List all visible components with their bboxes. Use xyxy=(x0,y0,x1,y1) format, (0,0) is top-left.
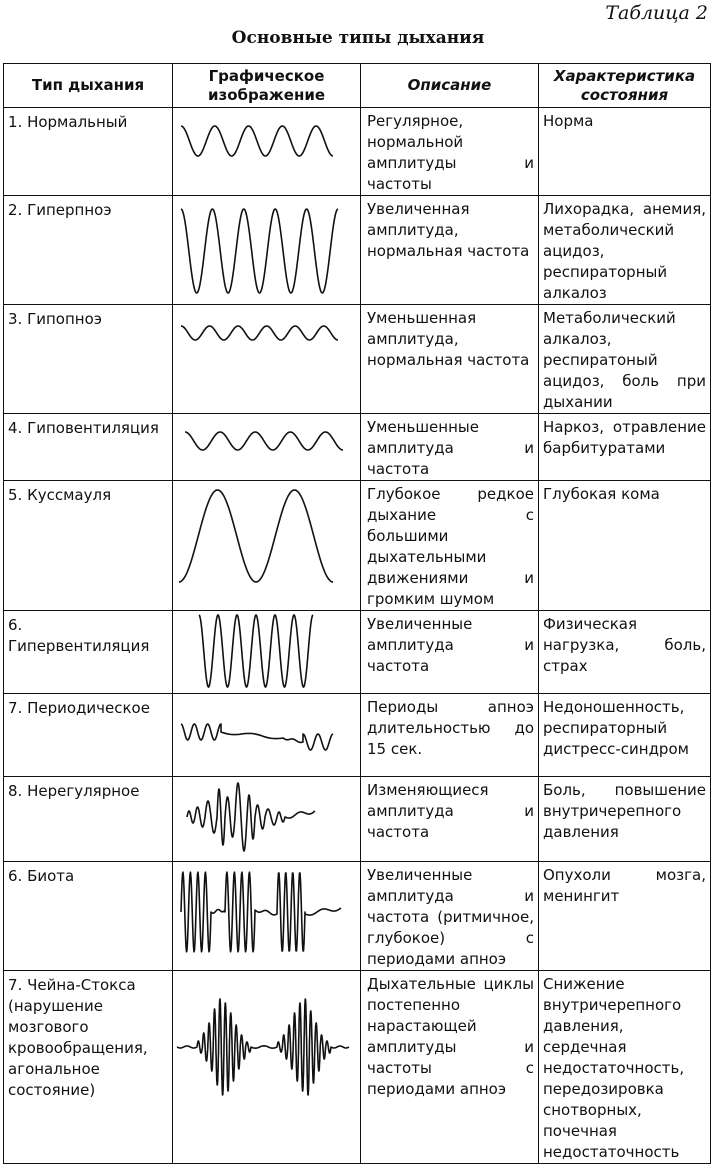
row-type-name: 8. Нерегулярное xyxy=(4,777,173,862)
row-type-name: 6. Биота xyxy=(4,862,173,971)
breathing-graph-hyperventilation xyxy=(173,611,361,694)
row-type-name: 1. Нормальный xyxy=(4,108,173,196)
breathing-types-table xyxy=(3,63,711,1164)
table-row-hyperventilation xyxy=(4,611,711,694)
waveform-hyperpnea-icon xyxy=(173,196,361,300)
column-header-type: Тип дыхания xyxy=(4,64,173,108)
table-row-periodic xyxy=(4,694,711,777)
row-description: Дыхательные циклы постепенно нарастающей амплитуды и частоты с периодами апноэ xyxy=(361,971,539,1164)
breathing-graph-kussmaul xyxy=(173,481,361,611)
row-type-name: 2. Гиперпноэ xyxy=(4,196,173,305)
row-type-name: 7. Чейна-Стокса (нарушение мозгового кровообращения, агональное состояние) xyxy=(4,971,173,1164)
row-type-name: 7. Периодическое xyxy=(4,694,173,777)
row-description: Изменяющиеся амплитуда и частота xyxy=(361,777,539,862)
table-header-row xyxy=(4,64,711,108)
table-title: Основные типы дыхания xyxy=(231,28,485,48)
column-header-description: Описание xyxy=(361,64,539,108)
column-header-graph: Графическое изображение xyxy=(173,64,361,108)
breathing-graph-periodic xyxy=(173,694,361,777)
row-type-name: 6. Гипервентиляция xyxy=(4,611,173,694)
row-state: Снижение внутричерепного давления, сердечная недостаточность, передозировка снотворных, почечная недостаточность xyxy=(539,971,711,1164)
waveform-cheyne-stokes-icon xyxy=(173,971,361,1117)
row-description: Глубокое редкое дыхание с большими дыхательными движениями и громким шумом xyxy=(361,481,539,611)
column-header-state: Характеристика состояния xyxy=(539,64,711,108)
breathing-graph-hyperpnea xyxy=(173,196,361,305)
row-type-name: 5. Куссмауля xyxy=(4,481,173,611)
row-state: Метаболический алкалоз, респиратоный ацидоз, боль при дыхании xyxy=(539,305,711,414)
breathing-graph-cheyne-stokes xyxy=(173,971,361,1164)
waveform-hypopnea-icon xyxy=(173,305,361,409)
waveform-hyperventilation-icon xyxy=(173,611,361,693)
breathing-graph-biot xyxy=(173,862,361,971)
table-row-normal xyxy=(4,108,711,196)
table-row-hyperpnea xyxy=(4,196,711,305)
breathing-graph-hypopnea xyxy=(173,305,361,414)
table-row-irregular xyxy=(4,777,711,862)
row-description: Периоды апноэ длительностью до 15 сек. xyxy=(361,694,539,777)
row-type-name: 3. Гипопноэ xyxy=(4,305,173,414)
waveform-irregular-icon xyxy=(173,777,361,861)
breathing-graph-normal xyxy=(173,108,361,196)
row-description: Уменьшенная амплитуда, нормальная частота xyxy=(361,305,539,414)
row-state: Лихорадка, анемия, метаболический ацидоз, респираторный алкалоз xyxy=(539,196,711,305)
row-description: Уменьшенные амплитуда и частота xyxy=(361,414,539,481)
row-description: Увеличенные амплитуда и частота xyxy=(361,611,539,694)
row-state: Физическая нагрузка, боль, страх xyxy=(539,611,711,694)
row-description: Увеличенная амплитуда, нормальная частота xyxy=(361,196,539,305)
row-state: Опухоли мозга, менингит xyxy=(539,862,711,971)
breathing-graph-hypoventilation xyxy=(173,414,361,481)
table-row-hypopnea xyxy=(4,305,711,414)
breathing-graph-irregular xyxy=(173,777,361,862)
table-number-label: Таблица 2 xyxy=(605,2,708,24)
row-state: Наркоз, отравление барбитуратами xyxy=(539,414,711,481)
row-state: Боль, повышение внутричерепного давления xyxy=(539,777,711,862)
table-row-biot xyxy=(4,862,711,971)
row-description: Регулярное, нормальной амплитуды и частоты xyxy=(361,108,539,196)
row-state: Глубокая кома xyxy=(539,481,711,611)
row-description: Увеличенные амплитуда и частота (ритмичное, глубокое) с периодами апноэ xyxy=(361,862,539,971)
waveform-periodic-icon xyxy=(173,694,361,776)
row-state: Норма xyxy=(539,108,711,196)
waveform-kussmaul-icon xyxy=(173,481,361,588)
table-row-hypoventilation xyxy=(4,414,711,481)
table-row-cheyne-stokes xyxy=(4,971,711,1164)
waveform-biot-icon xyxy=(173,862,361,966)
row-state: Недоношенность, респираторный дистресс-синдром xyxy=(539,694,711,777)
waveform-hypoventilation-icon xyxy=(173,414,361,478)
row-type-name: 4. Гиповентиляция xyxy=(4,414,173,481)
table-row-kussmaul xyxy=(4,481,711,611)
waveform-normal-icon xyxy=(173,108,361,186)
